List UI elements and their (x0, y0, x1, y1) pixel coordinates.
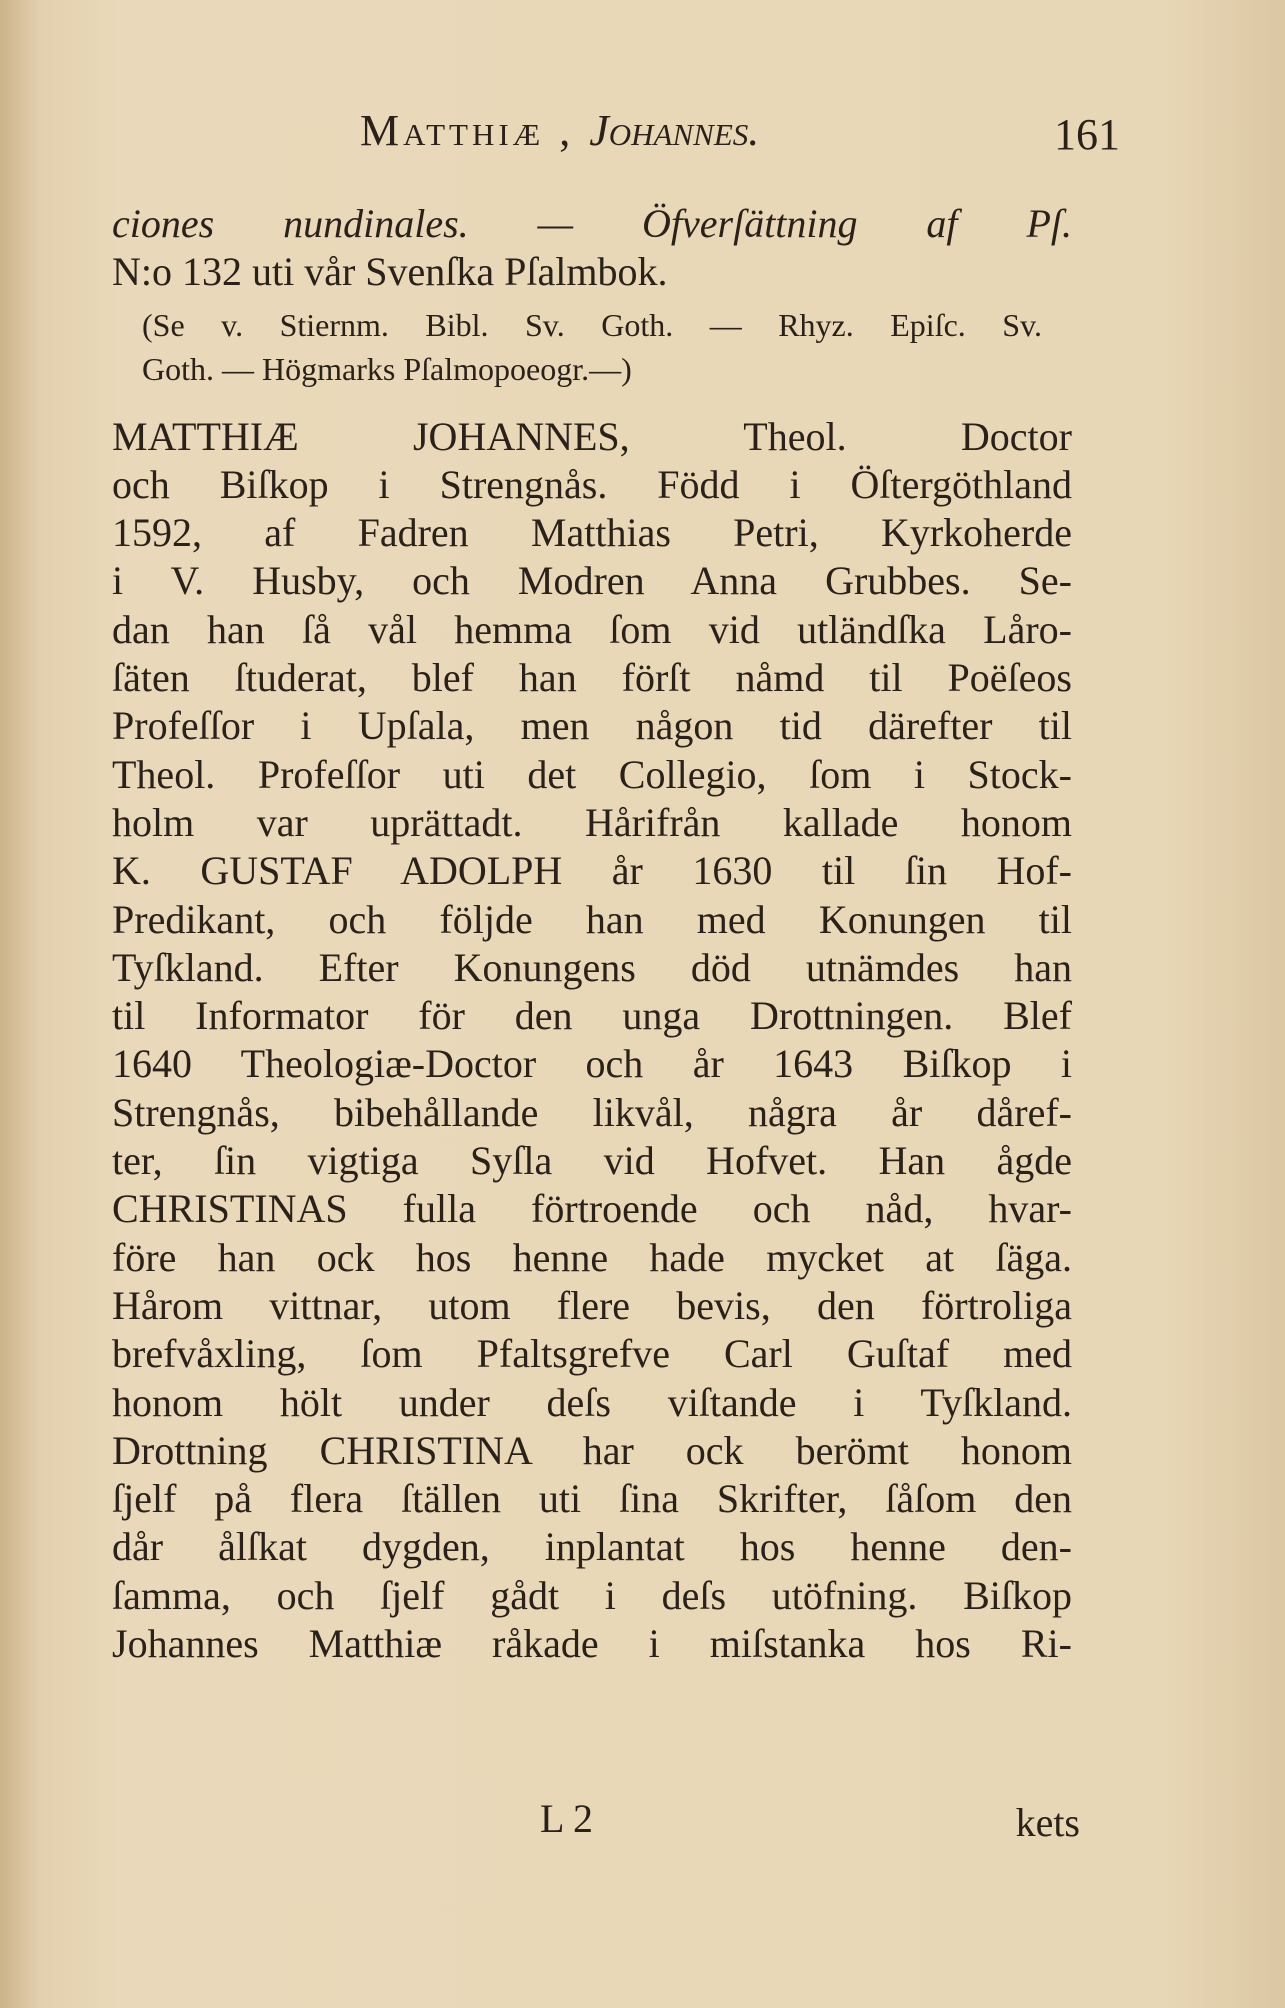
text-line: ſamma, och ſjelf gådt i deſs utöfning. Biſkop (112, 1572, 1072, 1618)
text-line: brefvåxling, ſom Pfaltsgrefve Carl Guſtaf med (112, 1331, 1072, 1377)
text-line: Johannes Matthiæ råkade i miſstanka hos Ri- (112, 1621, 1072, 1667)
text-line: 1592, af Fadren Matthias Petri, Kyrkoherde (112, 510, 1072, 556)
text-line: i V. Husby, och Modren Anna Grubbes. Se- (112, 558, 1072, 604)
text-line: K. GUSTAF ADOLPH år 1630 til ſin Hof- (112, 848, 1072, 894)
note-line: Goth. — Högmarks Pſalmopoeogr.—) (142, 350, 632, 387)
text-line: ter, ſin vigtiga Syſla vid Hofvet. Han ågde (112, 1138, 1072, 1184)
text-line: dan han ſå vål hemma ſom vid utländſka Låro- (112, 606, 1072, 652)
entry-heading-line: MATTHIÆ JOHANNES, Theol. Doctor (112, 413, 1072, 459)
text-line: til Informator för den unga Drottningen. Blef (112, 993, 1072, 1039)
text-line: Profeſſor i Upſala, men någon tid därefter til (112, 703, 1072, 749)
text-line: Hårom vittnar, utom flere bevis, den förtroliga (112, 1282, 1072, 1328)
running-head-surname: Matthiæ , (360, 106, 575, 155)
text-line: och Biſkop i Strengnås. Född i Öſtergöthland (112, 461, 1072, 507)
text-line: Tyſkland. Efter Konungens död utnämdes han (112, 944, 1072, 990)
running-head-forename: Johannes. (589, 106, 760, 155)
text-line: Theol. Profeſſor uti det Collegio, ſom i Stock- (112, 751, 1072, 797)
biography-entry (112, 413, 1072, 1669)
text-line: 1640 Theologiæ-Doctor och år 1643 Biſkop i (112, 1041, 1072, 1087)
page-header (360, 95, 1120, 165)
signature-mark: L 2 (540, 1796, 593, 1841)
text-line: dår ålſkat dygden, inplantat hos henne den- (112, 1524, 1072, 1570)
text-line: holm var uprättadt. Hårifrån kallade honom (112, 799, 1072, 845)
note-line: (Se v. Stiernm. Bibl. Sv. Goth. — Rhyz. Epiſc. Sv. (142, 306, 1042, 343)
reference-note (112, 303, 1072, 391)
catchword: kets (1015, 1800, 1080, 1845)
text-line: Predikant, och följde han med Konungen til (112, 896, 1072, 942)
text-line: N:o 132 uti vår Svenſka Pſalmbok. (112, 249, 668, 295)
text-line: honom hölt under deſs viſtande i Tyſkland. (112, 1379, 1072, 1425)
page-footer (540, 1795, 1080, 1855)
text-line: ciones nundinales. — Öfverſättning af Pſ. (112, 201, 1072, 246)
text-line: ſäten ſtuderat, blef han förſt nåmd til Poëſeos (112, 655, 1072, 701)
page-number: 161 (1054, 110, 1120, 159)
text-line: Strengnås, bibehållande likvål, några år dåref- (112, 1089, 1072, 1135)
text-line: före han ock hos henne hade mycket at ſäga. (112, 1234, 1072, 1280)
text-line: CHRISTINAS fulla förtroende och nåd, hvar- (112, 1186, 1072, 1232)
page-body (112, 200, 1072, 1668)
text-line: ſjelf på flera ſtällen uti ſina Skrifter, ſåſom den (112, 1476, 1072, 1522)
text-line: Drottning CHRISTINA har ock berömt honom (112, 1427, 1072, 1473)
running-head (360, 105, 759, 156)
